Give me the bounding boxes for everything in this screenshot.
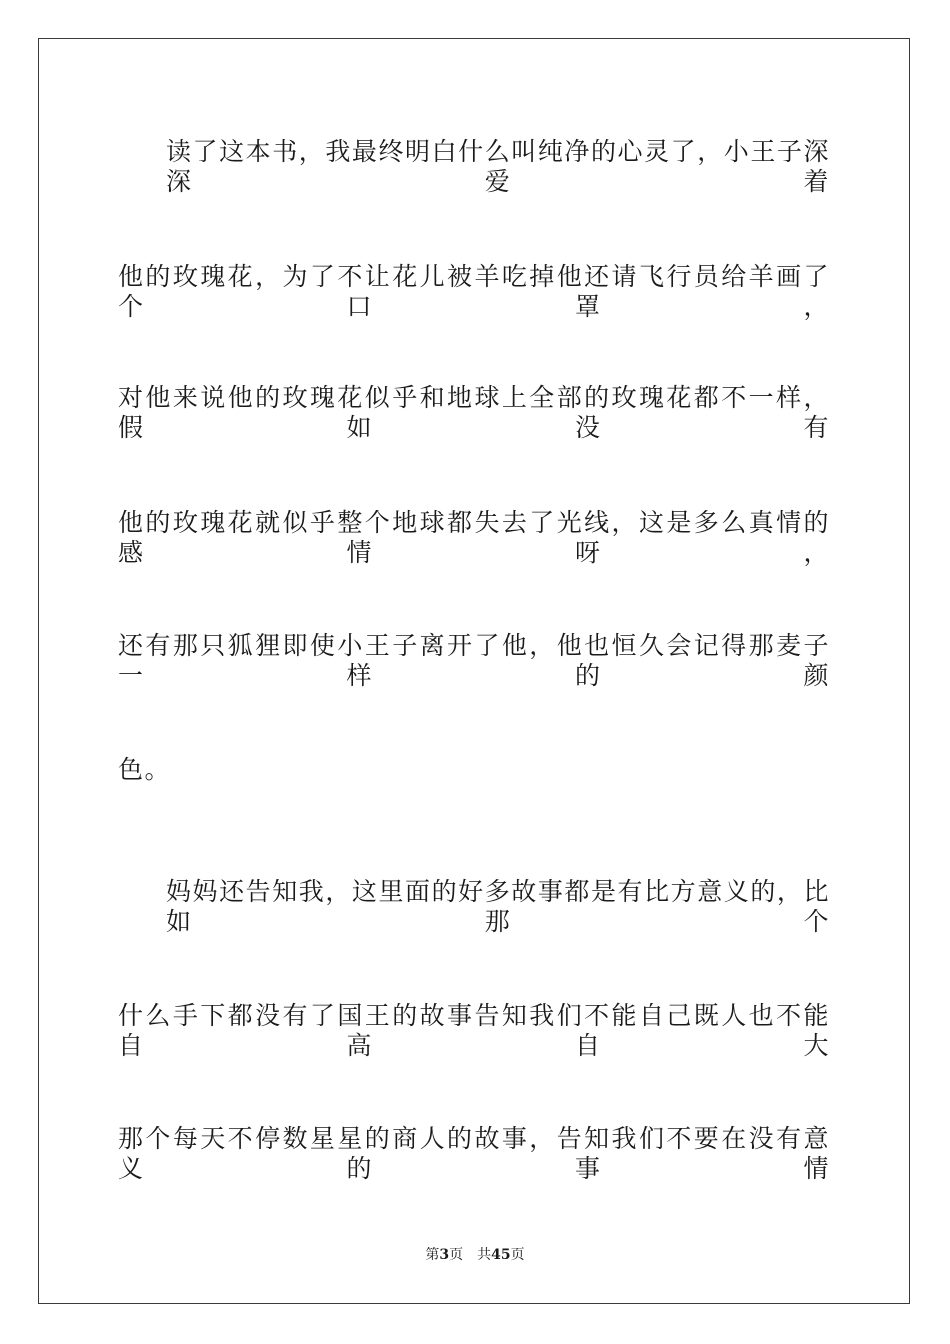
paragraph-2-line-3: 那个每天不停数星星的商人的故事，告知我们不要在没有意义的事情 xyxy=(118,1124,830,1183)
paragraph-1-line-5: 还有那只狐狸即使小王子离开了他，他也恒久会记得那麦子一样的颜 xyxy=(118,631,830,690)
paragraph-1-line-4: 他的玫瑰花就似乎整个地球都失去了光线，这是多么真情的感情呀， xyxy=(118,508,830,567)
paragraph-1-line-2: 他的玫瑰花，为了不让花儿被羊吃掉他还请飞行员给羊画了个口罩， xyxy=(118,262,830,321)
total-label-suffix: 页 xyxy=(510,1247,525,1263)
page-label-prefix: 第 xyxy=(425,1247,440,1263)
total-label-prefix: 共 xyxy=(477,1247,492,1263)
page-footer xyxy=(0,1246,950,1264)
paragraph-1-line-6: 色。 xyxy=(118,755,172,784)
paragraph-1-line-1: 读了这本书，我最终明白什么叫纯净的心灵了，小王子深深爱着 xyxy=(166,137,830,196)
paragraph-2-line-2: 什么手下都没有了国王的故事告知我们不能自己既人也不能自高自大 xyxy=(118,1001,830,1060)
page-number: 3 xyxy=(439,1247,450,1263)
total-pages: 45 xyxy=(491,1247,511,1263)
paragraph-1-line-3: 对他来说他的玫瑰花似乎和地球上全部的玫瑰花都不一样，假如没有 xyxy=(118,383,830,442)
page-label-suffix: 页 xyxy=(449,1247,464,1263)
paragraph-2-line-1: 妈妈还告知我，这里面的好多故事都是有比方意义的，比如那个 xyxy=(166,877,830,936)
